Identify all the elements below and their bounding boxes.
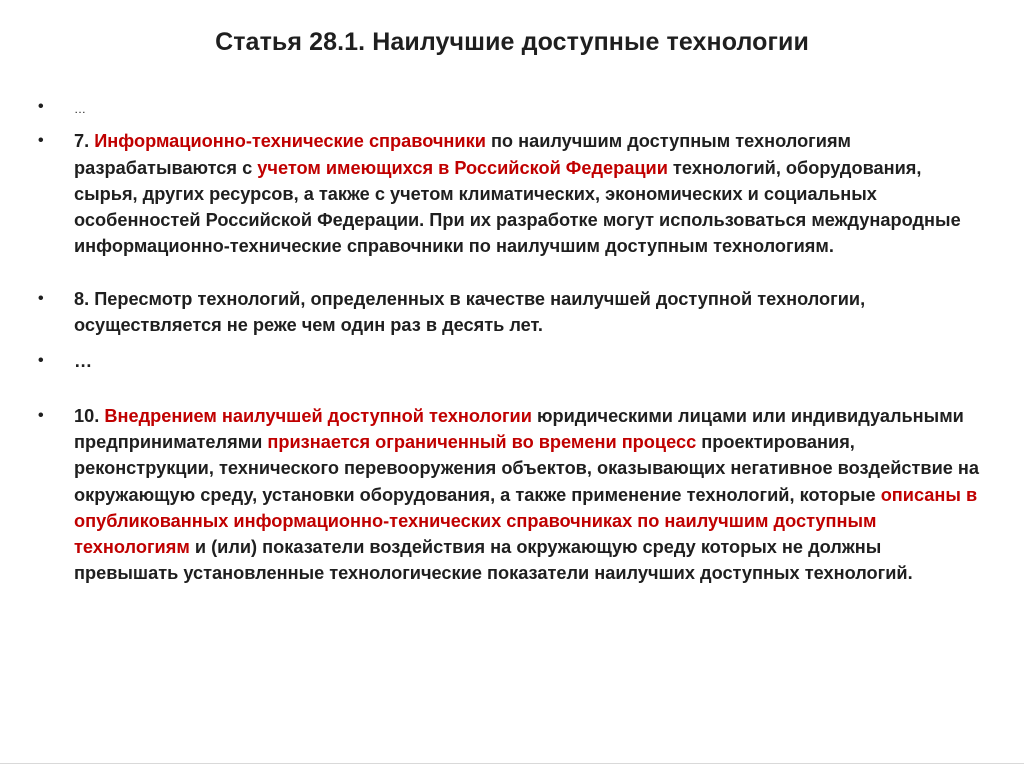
list-item-10: [38, 403, 988, 587]
highlighted-text-segment: учетом имеющихся в Российской Федерации: [257, 157, 668, 178]
bullet-icon: •: [38, 352, 44, 370]
item-text-segment: юридическими лицами или индивидуальными предпринимателями: [74, 405, 964, 452]
item-text-segment: 8. Пересмотр технологий, определенных в качестве наилучшей доступной технологии, осуществляется не реже чем один раз в десять лет.: [74, 288, 866, 336]
bullet-icon: •: [38, 406, 44, 424]
highlighted-text-segment: Внедрением наилучшей доступной технологии: [104, 405, 532, 426]
list-item-7: [38, 128, 988, 259]
item-text-segment: 10.: [74, 405, 105, 426]
list-item-ellipsis-1: [38, 94, 988, 122]
item-text-segment: 7.: [74, 131, 95, 152]
item-text-segment: и (или) показатели воздействия на окружающую среду которых не должны превышать установленные технологические показатели наилучших доступных технологий.: [74, 537, 913, 584]
ellipsis-text: …: [74, 351, 93, 372]
highlighted-text-segment: описаны в опубликованных информационно-технических справочниках по наилучшим доступным технологиям: [74, 484, 978, 558]
highlighted-text-segment: признается ограниченный во времени процесс: [267, 431, 697, 452]
bottom-divider: [0, 763, 1024, 764]
bullet-list: [38, 94, 988, 587]
item-text-segment: по наилучшим доступным технологиям разрабатываются с: [74, 131, 852, 178]
list-item-8: [38, 286, 988, 339]
slide-title: Статья 28.1. Наилучшие доступные технологии: [215, 28, 809, 56]
item-text-segment: технологий, оборудования, сырья, других ресурсов, а также с учетом климатических, экономических и социальных особенностей Российской Федерации. При их разработке могут использоваться международные информационно-технические справочники по наилучшим доступным технологиям.: [74, 157, 961, 257]
highlighted-text-segment: Информационно-технические справочники: [94, 131, 486, 152]
bullet-icon: •: [38, 132, 44, 150]
ellipsis-text: …: [74, 102, 86, 116]
bullet-icon: •: [38, 289, 44, 307]
bullet-icon: •: [38, 98, 44, 115]
list-item-ellipsis-2: [38, 348, 988, 374]
item-text-segment: проектирования, реконструкции, технического перевооружения объектов, оказывающих негативное воздействие на окружающую среду, установки оборудования, а также применение технологий, которые: [74, 431, 980, 505]
